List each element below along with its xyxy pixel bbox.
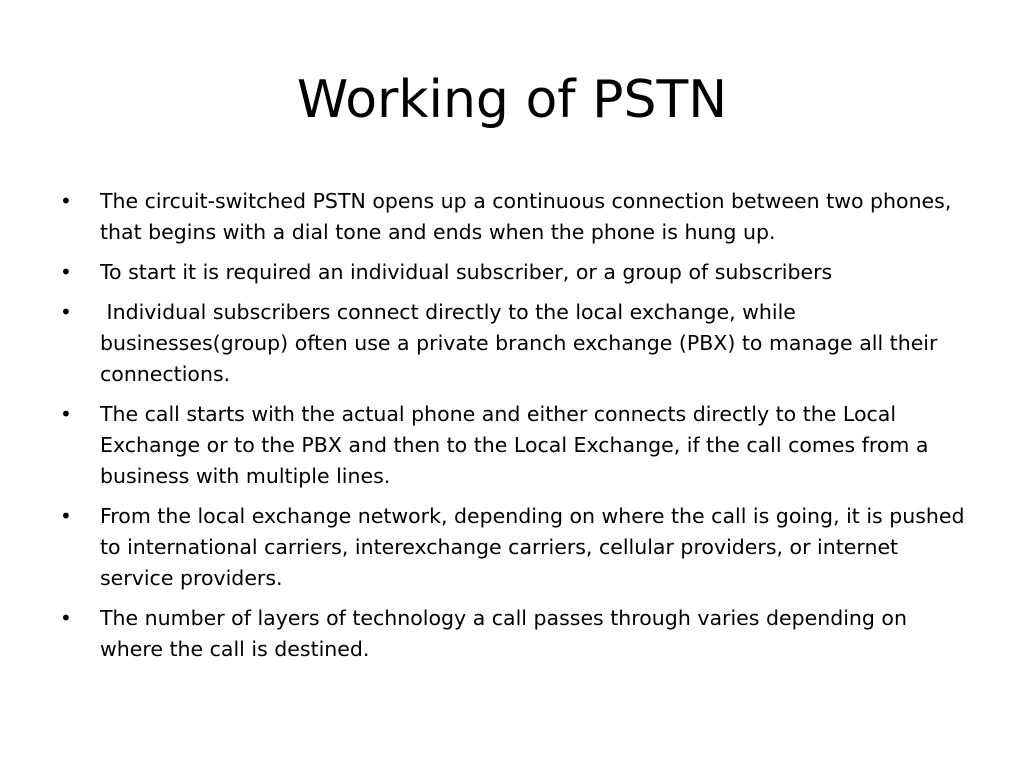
bullet-icon: •: [60, 260, 72, 284]
bullet-list: [56, 186, 976, 674]
bullet-text: The circuit-switched PSTN opens up a continuous connection between two phones, that begins with a dial tone and ends when the phone is hung up.: [100, 189, 958, 244]
bullet-item: [56, 501, 976, 594]
bullet-text: Individual subscribers connect directly to the local exchange, while businesses(group) often use a private branch exchange (PBX) to manage all their connections.: [100, 300, 944, 386]
bullet-item: [56, 399, 976, 492]
bullet-text: To start it is required an individual subscriber, or a group of subscribers: [100, 260, 833, 284]
bullet-item: [56, 257, 976, 288]
bullet-icon: •: [60, 402, 72, 426]
bullet-item: [56, 186, 976, 248]
bullet-item: [56, 603, 976, 665]
bullet-icon: •: [60, 504, 72, 528]
bullet-item: [56, 297, 976, 390]
bullet-icon: •: [60, 300, 72, 324]
bullet-text: The call starts with the actual phone and either connects directly to the Local Exchange or to the PBX and then to the Local Exchange, if the call comes from a business with multiple lines.: [100, 402, 935, 488]
bullet-text: The number of layers of technology a call passes through varies depending on where the call is destined.: [100, 606, 914, 661]
bullet-text: From the local exchange network, depending on where the call is going, it is pushed to international carriers, interexchange carriers, cellular providers, or internet service providers.: [100, 504, 972, 590]
bullet-icon: •: [60, 606, 72, 630]
slide-title: Working of PSTN: [296, 70, 728, 130]
bullet-icon: •: [60, 189, 72, 213]
